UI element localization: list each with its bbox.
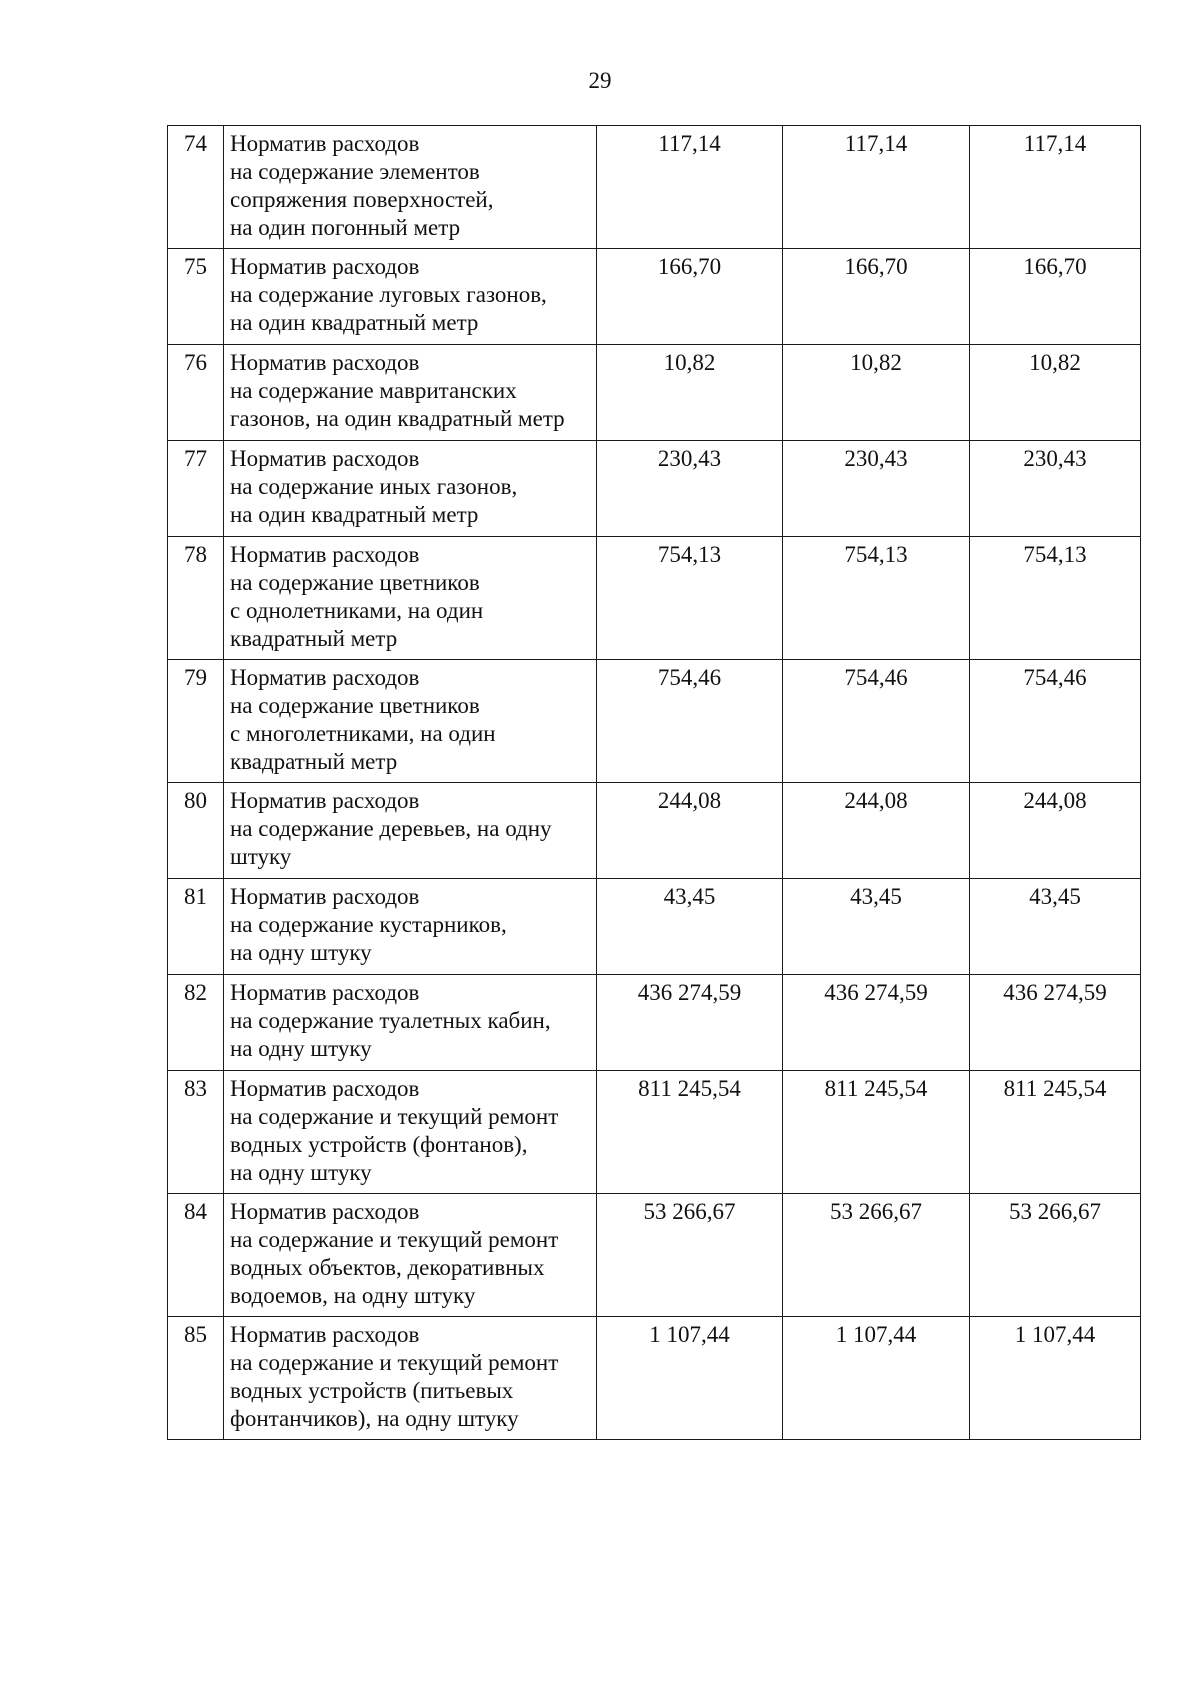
description-line: на содержание и текущий ремонт: [230, 1350, 559, 1375]
row-value-3: 754,46: [970, 660, 1141, 783]
row-value-3: 117,14: [970, 126, 1141, 249]
table-row: [168, 975, 1141, 1071]
table-row: [168, 1071, 1141, 1194]
table-row: [168, 441, 1141, 537]
description-line: Норматив расходов: [230, 446, 420, 471]
row-value-3: 754,13: [970, 537, 1141, 660]
row-value-2: 166,70: [783, 249, 970, 345]
row-value-1: 436 274,59: [597, 975, 783, 1071]
row-value-1: 43,45: [597, 879, 783, 975]
description-line: на одну штуку: [230, 940, 372, 965]
description-line: на содержание кустарников,: [230, 912, 507, 937]
row-number: 84: [168, 1194, 224, 1317]
row-value-3: 811 245,54: [970, 1071, 1141, 1194]
description-line: Норматив расходов: [230, 1322, 420, 1347]
table-row: [168, 660, 1141, 783]
row-description: [224, 249, 597, 345]
description-line: Норматив расходов: [230, 1199, 420, 1224]
row-value-2: 117,14: [783, 126, 970, 249]
description-line: на содержание цветников: [230, 693, 480, 718]
row-description: [224, 660, 597, 783]
description-line: с многолетниками, на один: [230, 721, 496, 746]
description-line: на содержание элементов: [230, 159, 480, 184]
row-description: [224, 1317, 597, 1440]
description-line: на содержание туалетных кабин,: [230, 1008, 551, 1033]
description-line: водных устройств (фонтанов),: [230, 1132, 528, 1157]
row-value-3: 230,43: [970, 441, 1141, 537]
row-value-2: 10,82: [783, 345, 970, 441]
description-line: на содержание деревьев, на одну: [230, 816, 552, 841]
description-line: газонов, на один квадратный метр: [230, 406, 565, 431]
table-row: [168, 345, 1141, 441]
row-value-3: 43,45: [970, 879, 1141, 975]
description-line: сопряжения поверхностей,: [230, 187, 494, 212]
description-line: на один погонный метр: [230, 215, 461, 240]
description-line: на один квадратный метр: [230, 310, 479, 335]
row-value-2: 436 274,59: [783, 975, 970, 1071]
description-line: Норматив расходов: [230, 884, 420, 909]
table-row: [168, 537, 1141, 660]
description-line: Норматив расходов: [230, 131, 420, 156]
row-value-1: 230,43: [597, 441, 783, 537]
row-description: [224, 441, 597, 537]
description-line: Норматив расходов: [230, 542, 420, 567]
row-number: 77: [168, 441, 224, 537]
description-line: на одну штуку: [230, 1160, 372, 1185]
description-line: квадратный метр: [230, 749, 398, 774]
description-line: водоемов, на одну штуку: [230, 1283, 476, 1308]
description-line: на содержание луговых газонов,: [230, 282, 547, 307]
table-row: [168, 879, 1141, 975]
page-number: 29: [588, 68, 612, 93]
row-value-3: 10,82: [970, 345, 1141, 441]
description-line: водных объектов, декоративных: [230, 1255, 545, 1280]
row-number: 83: [168, 1071, 224, 1194]
row-value-1: 811 245,54: [597, 1071, 783, 1194]
row-value-2: 43,45: [783, 879, 970, 975]
description-line: на один квадратный метр: [230, 502, 479, 527]
row-number: 80: [168, 783, 224, 879]
table-row: [168, 249, 1141, 345]
row-number: 85: [168, 1317, 224, 1440]
description-line: с однолетниками, на один: [230, 598, 484, 623]
description-line: на одну штуку: [230, 1036, 372, 1061]
row-description: [224, 975, 597, 1071]
row-value-1: 53 266,67: [597, 1194, 783, 1317]
norms-table-body: [168, 126, 1141, 1440]
row-value-2: 244,08: [783, 783, 970, 879]
row-value-2: 53 266,67: [783, 1194, 970, 1317]
description-line: штуку: [230, 844, 292, 869]
row-description: [224, 879, 597, 975]
row-number: 81: [168, 879, 224, 975]
row-value-3: 53 266,67: [970, 1194, 1141, 1317]
description-line: Норматив расходов: [230, 980, 420, 1005]
table-row: [168, 1194, 1141, 1317]
table-row: [168, 783, 1141, 879]
row-description: [224, 345, 597, 441]
row-description: [224, 126, 597, 249]
row-value-3: 166,70: [970, 249, 1141, 345]
description-line: на содержание и текущий ремонт: [230, 1227, 559, 1252]
row-description: [224, 1071, 597, 1194]
norms-table: [167, 125, 1141, 1440]
description-line: на содержание иных газонов,: [230, 474, 518, 499]
row-value-2: 811 245,54: [783, 1071, 970, 1194]
row-value-1: 1 107,44: [597, 1317, 783, 1440]
description-line: Норматив расходов: [230, 350, 420, 375]
row-value-3: 436 274,59: [970, 975, 1141, 1071]
row-value-1: 754,13: [597, 537, 783, 660]
description-line: фонтанчиков), на одну штуку: [230, 1406, 519, 1431]
table-row: [168, 126, 1141, 249]
row-description: [224, 537, 597, 660]
description-line: на содержание цветников: [230, 570, 480, 595]
description-line: на содержание мавританских: [230, 378, 517, 403]
row-number: 74: [168, 126, 224, 249]
description-line: Норматив расходов: [230, 788, 420, 813]
row-value-2: 754,46: [783, 660, 970, 783]
row-number: 76: [168, 345, 224, 441]
description-line: Норматив расходов: [230, 1076, 420, 1101]
row-value-1: 10,82: [597, 345, 783, 441]
table-row: [168, 1317, 1141, 1440]
row-value-1: 166,70: [597, 249, 783, 345]
row-number: 75: [168, 249, 224, 345]
row-number: 82: [168, 975, 224, 1071]
row-number: 79: [168, 660, 224, 783]
row-number: 78: [168, 537, 224, 660]
row-value-1: 244,08: [597, 783, 783, 879]
row-description: [224, 783, 597, 879]
row-value-3: 244,08: [970, 783, 1141, 879]
description-line: Норматив расходов: [230, 665, 420, 690]
row-value-2: 230,43: [783, 441, 970, 537]
description-line: на содержание и текущий ремонт: [230, 1104, 559, 1129]
row-description: [224, 1194, 597, 1317]
row-value-1: 117,14: [597, 126, 783, 249]
description-line: Норматив расходов: [230, 254, 420, 279]
description-line: квадратный метр: [230, 626, 398, 651]
row-value-3: 1 107,44: [970, 1317, 1141, 1440]
description-line: водных устройств (питьевых: [230, 1378, 514, 1403]
row-value-1: 754,46: [597, 660, 783, 783]
row-value-2: 754,13: [783, 537, 970, 660]
row-value-2: 1 107,44: [783, 1317, 970, 1440]
